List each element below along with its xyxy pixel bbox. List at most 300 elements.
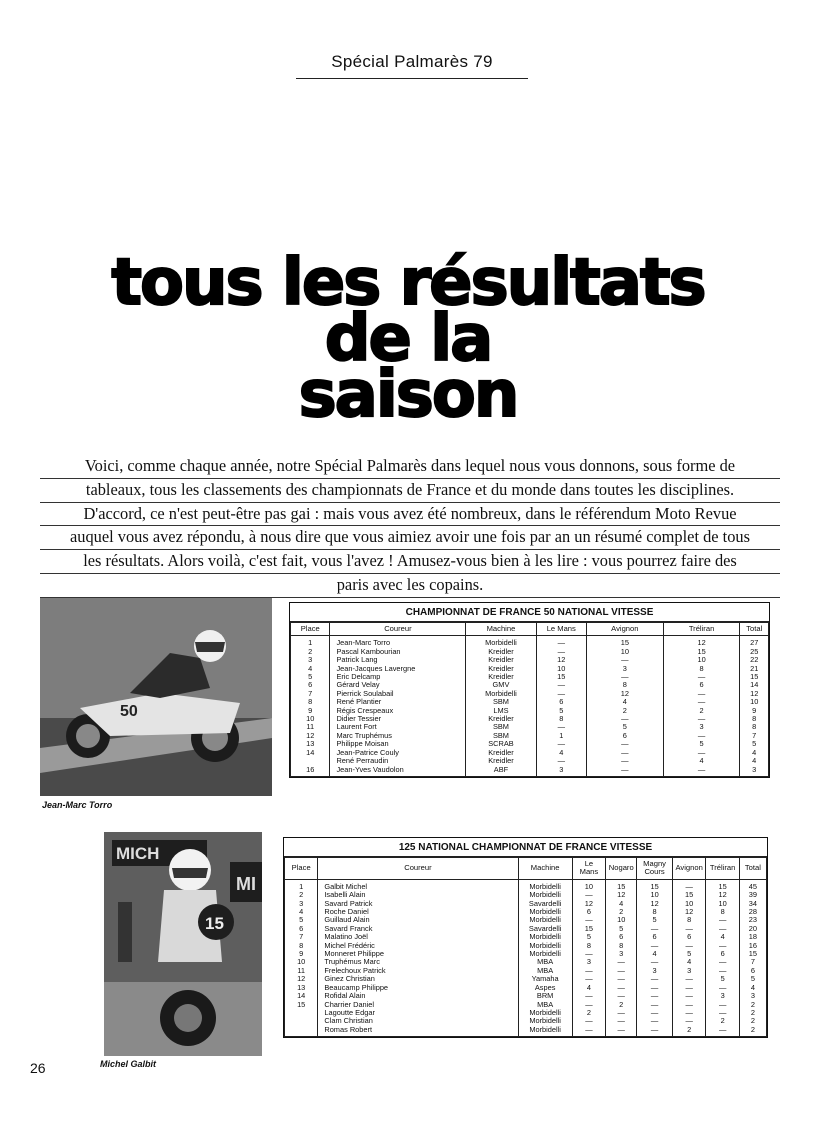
column-header: Magny Cours [637,858,672,880]
table-cell: — [706,916,739,924]
table-cell: Kreidler [466,757,536,765]
table-cell: — [706,984,739,992]
table-cell: Morbidelli [518,879,572,891]
table-cell: René Plantier [330,698,466,706]
column-header: Place [285,858,318,880]
column-header: Total [740,623,769,636]
table-cell: Charrier Daniel [318,1001,518,1009]
table-cell: 4 [740,757,769,765]
table-cell: — [706,958,739,966]
table-cell: Savardelli [518,925,572,933]
table-cell: 15 [740,673,769,681]
table-cell: 12 [291,732,330,740]
table-cell: 14 [291,749,330,757]
table-cell: — [536,648,586,656]
photo-michel-galbit [104,832,262,1056]
table-cell: 12 [740,690,769,698]
table-cell: 10 [740,698,769,706]
table-cell: Morbidelli [518,950,572,958]
svg-text:15: 15 [205,914,224,933]
table-cell: — [706,1001,739,1009]
table-cell: Morbidelli [518,1017,572,1025]
table-cell: 16 [291,766,330,777]
table-cell: Kreidler [466,648,536,656]
table-cell: 2 [739,1026,766,1037]
table-cell: — [637,975,672,983]
table-cell: René Perraudin [330,757,466,765]
table-cell: 5 [637,916,672,924]
table-cell: — [536,681,586,689]
table-cell: Yamaha [518,975,572,983]
table-cell: — [637,942,672,950]
table-cell: 3 [285,900,318,908]
table-cell: 13 [291,740,330,748]
table-cell: Kreidler [466,673,536,681]
table-cell: 10 [285,958,318,966]
table-cell: — [606,1026,637,1037]
table-cell: — [586,673,663,681]
page-number: 26 [30,1060,46,1076]
table-cell: — [637,925,672,933]
table-cell: 6 [739,967,766,975]
table-cell: 2 [291,648,330,656]
table-cell: — [536,757,586,765]
table-cell: 6 [663,681,740,689]
table-cell: — [572,950,605,958]
table-cell: Morbidelli [518,933,572,941]
running-header: Spécial Palmarès 79 [296,52,528,79]
table-cell: — [572,916,605,924]
table-cell: Truphémus Marc [318,958,518,966]
table-cell: 2 [739,1009,766,1017]
table-cell: 28 [739,908,766,916]
table-cell: 15 [536,673,586,681]
table-cell: 11 [285,967,318,975]
table-cell: — [586,740,663,748]
table-cell: 1 [291,636,330,648]
table-cell: — [637,1026,672,1037]
table-cell: Philippe Moisan [330,740,466,748]
svg-text:MICH: MICH [116,844,160,863]
table-cell: 5 [663,740,740,748]
table-cell: — [706,1009,739,1017]
column-header: Le Mans [572,858,605,880]
table-cell: 1 [285,879,318,891]
table-cell: 12 [706,891,739,899]
column-header: Avignon [672,858,706,880]
table-cell: — [672,1017,706,1025]
table-cell: — [637,1001,672,1009]
table-cell: 3 [739,992,766,1000]
table-cell: Gérard Velay [330,681,466,689]
table-cell: — [706,967,739,975]
results-table-125 [283,837,768,1038]
table-cell: — [706,942,739,950]
column-header: Le Mans [536,623,586,636]
table-cell: 8 [586,681,663,689]
table-cell: 12 [637,900,672,908]
table-cell: 11 [291,723,330,731]
table-cell: 8 [285,942,318,950]
table-cell: — [706,1026,739,1037]
table-cell: 5 [291,673,330,681]
table-cell: LMS [466,707,536,715]
table-cell: — [606,967,637,975]
column-header: Total [739,858,766,880]
table-cell: Kreidler [466,715,536,723]
table-cell: Jean-Marc Torro [330,636,466,648]
intro-line: auquel vous avez répondu, à nous dire que vous aimiez avoir une fois par an un résumé complet de tous [40,526,780,550]
table-cell: — [637,958,672,966]
table-cell: 10 [672,900,706,908]
table-cell: MBA [518,958,572,966]
table-cell: 3 [536,766,586,777]
table-cell: 8 [291,698,330,706]
table-cell: Didier Tessier [330,715,466,723]
table-cell: — [672,975,706,983]
table-125-grid [284,857,767,1037]
table-cell: — [572,1017,605,1025]
table-cell: Jean-Patrice Couly [330,749,466,757]
table-cell: 9 [285,950,318,958]
table-cell: Pierrick Soulabail [330,690,466,698]
table-cell: 5 [739,975,766,983]
table-cell: 5 [740,740,769,748]
photo-jean-marc-torro [40,598,272,796]
table-cell: Morbidelli [466,690,536,698]
table-title: CHAMPIONNAT DE FRANCE 50 NATIONAL VITESSE [290,603,769,622]
table-cell: Pascal Kambourian [330,648,466,656]
table-cell: 3 [740,766,769,777]
table-cell: — [606,1009,637,1017]
photo-caption: Jean-Marc Torro [42,800,113,810]
table-cell: — [663,732,740,740]
table-cell: 15 [706,879,739,891]
table-cell: — [586,656,663,664]
table-cell: 6 [606,933,637,941]
table-cell: 5 [285,916,318,924]
column-header: Tréliran [663,623,740,636]
table-cell: Jean-Yves Vaudolon [330,766,466,777]
table-cell: 2 [606,908,637,916]
table-cell: Michel Frédéric [318,942,518,950]
table-cell: — [606,958,637,966]
column-header: Coureur [318,858,518,880]
table-cell: — [663,698,740,706]
table-cell: — [706,925,739,933]
table-cell: BRM [518,992,572,1000]
table-cell: 21 [740,665,769,673]
table-cell: — [572,891,605,899]
table-cell: 6 [536,698,586,706]
table-cell: 4 [536,749,586,757]
intro-line: D'accord, ce n'est peut-être pas gai : mais vous avez été nombreux, dans le référendum Moto Revue [40,503,780,527]
table-cell: 8 [637,908,672,916]
table-cell: — [663,673,740,681]
table-cell: 8 [740,723,769,731]
table-cell: — [672,984,706,992]
table-cell: Frelechoux Patrick [318,967,518,975]
table-cell: Savardelli [518,900,572,908]
table-cell: 4 [285,908,318,916]
table-cell: Kreidler [466,749,536,757]
table-cell: 27 [740,636,769,648]
table-cell: 4 [663,757,740,765]
table-cell: 10 [706,900,739,908]
table-cell: Malatino Joël [318,933,518,941]
table-cell: Savard Patrick [318,900,518,908]
headline-line: tous les résultats [111,246,705,320]
table-cell: 4 [740,749,769,757]
table-cell: 5 [572,933,605,941]
table-cell: 3 [637,967,672,975]
table-cell: 3 [706,992,739,1000]
table-cell: Morbidelli [518,1026,572,1037]
table-cell: 6 [285,925,318,933]
table-cell: 7 [739,958,766,966]
table-cell: 6 [572,908,605,916]
table-cell: Régis Crespeaux [330,707,466,715]
table-cell: — [672,879,706,891]
table-cell: 12 [606,891,637,899]
table-cell: 2 [285,891,318,899]
table-cell: 13 [285,984,318,992]
table-cell: — [536,740,586,748]
table-cell: — [586,766,663,777]
column-header: Machine [518,858,572,880]
table-cell: 12 [663,636,740,648]
table-cell: 15 [572,925,605,933]
table-cell: 20 [739,925,766,933]
table-cell: 5 [706,975,739,983]
table-cell: 15 [586,636,663,648]
table-cell: Galbit Michel [318,879,518,891]
table-row [291,766,769,777]
table-cell: 4 [586,698,663,706]
table-125-body [285,879,767,1036]
table-cell: 2 [572,1009,605,1017]
table-cell: Laurent Fort [330,723,466,731]
table-cell: 15 [672,891,706,899]
table-cell: 2 [586,707,663,715]
table-cell: Aspes [518,984,572,992]
table-cell: 4 [739,984,766,992]
table-cell [285,1026,318,1037]
table-cell: 18 [739,933,766,941]
table-cell: 4 [706,933,739,941]
table-cell: SBM [466,723,536,731]
table-cell: 1 [536,732,586,740]
table-cell: 10 [606,916,637,924]
motorcycle-racer-image [40,598,272,796]
table-cell: 10 [572,879,605,891]
table-cell: 12 [536,656,586,664]
table-cell: 3 [586,665,663,673]
table-cell: 9 [291,707,330,715]
table-cell: Eric Delcamp [330,673,466,681]
table-cell: — [672,1009,706,1017]
table-cell: 5 [606,925,637,933]
table-cell: — [672,992,706,1000]
table-cell: 12 [285,975,318,983]
table-cell: 3 [291,656,330,664]
table-cell: Isabelli Alain [318,891,518,899]
intro-line: tableaux, tous les classements des championnats de France et du monde dans toutes les disciplines. [40,479,780,503]
table-cell: Kreidler [466,656,536,664]
table-cell: 10 [663,656,740,664]
table-cell: 12 [672,908,706,916]
headline-line: de la [324,302,492,376]
table-cell: — [572,992,605,1000]
table-cell: 6 [706,950,739,958]
table-cell: Romas Robert [318,1026,518,1037]
table-cell: 39 [739,891,766,899]
table-cell: 2 [739,1017,766,1025]
table-cell: 22 [740,656,769,664]
table-50-body [291,636,769,777]
table-title: 125 NATIONAL CHAMPIONNAT DE FRANCE VITESSE [284,838,767,857]
column-header: Machine [466,623,536,636]
table-cell: 6 [586,732,663,740]
table-cell: 45 [739,879,766,891]
table-cell: 8 [672,916,706,924]
headline-line: saison [298,358,518,432]
table-cell: — [586,715,663,723]
table-cell: 6 [637,933,672,941]
column-header: Nogaro [606,858,637,880]
table-cell: 34 [739,900,766,908]
table-cell: Guillaud Alain [318,916,518,924]
table-cell: — [586,749,663,757]
table-cell: 3 [606,950,637,958]
table-cell: 4 [572,984,605,992]
table-cell: 15 [663,648,740,656]
table-cell: — [536,636,586,648]
table-cell: 8 [606,942,637,950]
table-cell: Ginez Christian [318,975,518,983]
table-cell: Rofidal Alain [318,992,518,1000]
table-cell: 15 [637,879,672,891]
table-cell: Monneret Philippe [318,950,518,958]
table-cell: 7 [291,690,330,698]
table-cell: — [572,975,605,983]
table-cell: Morbidelli [518,916,572,924]
table-cell: 23 [739,916,766,924]
table-cell: 2 [739,1001,766,1009]
table-cell: 5 [586,723,663,731]
table-cell: Beaucamp Philippe [318,984,518,992]
table-cell: SBM [466,698,536,706]
table-cell: Kreidler [466,665,536,673]
table-cell: — [606,984,637,992]
table-cell: 6 [672,933,706,941]
intro-paragraph [40,455,780,598]
table-cell: 14 [285,992,318,1000]
table-cell: 5 [672,950,706,958]
column-header: Coureur [330,623,466,636]
table-cell: 12 [572,900,605,908]
table-cell: 12 [586,690,663,698]
table-cell: GMV [466,681,536,689]
table-cell: SBM [466,732,536,740]
table-cell: ABF [466,766,536,777]
table-cell: Patrick Lang [330,656,466,664]
motorcycle-racer-image [104,832,262,1056]
photo-caption: Michel Galbit [100,1059,157,1069]
table-cell: 9 [740,707,769,715]
intro-line: les résultats. Alors voilà, c'est fait, vous l'avez ! Amusez-vous bien à les lire : vous pourrez faire des [40,550,780,574]
table-cell [285,1009,318,1017]
table-cell: 15 [739,950,766,958]
table-cell: — [637,1017,672,1025]
table-cell: — [572,1026,605,1037]
table-cell: 15 [606,879,637,891]
table-cell: Morbidelli [518,908,572,916]
table-cell: — [637,1009,672,1017]
table-cell: 10 [291,715,330,723]
table-cell: 7 [285,933,318,941]
table-cell: Morbidelli [518,942,572,950]
table-cell: 2 [706,1017,739,1025]
table-cell: — [663,690,740,698]
table-cell: 14 [740,681,769,689]
table-cell: — [637,984,672,992]
table-cell: 3 [572,958,605,966]
table-cell: Jean-Jacques Lavergne [330,665,466,673]
table-cell: — [536,690,586,698]
table-cell: — [572,1001,605,1009]
table-cell: 4 [637,950,672,958]
table-cell: Morbidelli [518,891,572,899]
table-cell: 8 [706,908,739,916]
table-cell: MBA [518,1001,572,1009]
table-cell: MBA [518,967,572,975]
table-cell: 10 [586,648,663,656]
table-cell [285,1017,318,1025]
column-header: Place [291,623,330,636]
table-cell: 2 [606,1001,637,1009]
headline [40,246,776,432]
table-cell: — [672,925,706,933]
table-cell: 5 [536,707,586,715]
table-cell: 2 [663,707,740,715]
table-cell: Morbidelli [466,636,536,648]
table-row [285,1026,767,1037]
column-header: Avignon [586,623,663,636]
table-cell: Marc Truphémus [330,732,466,740]
intro-line: Voici, comme chaque année, notre Spécial Palmarès dans lequel nous vous donnons, sous forme de [40,455,780,479]
table-cell: 8 [536,715,586,723]
table-cell: — [672,942,706,950]
table-cell: — [663,766,740,777]
table-cell: SCRAB [466,740,536,748]
table-cell: 6 [291,681,330,689]
table-cell: 25 [740,648,769,656]
table-cell: 8 [572,942,605,950]
table-cell: — [663,715,740,723]
table-cell: — [672,1001,706,1009]
table-cell: Lagoutte Edgar [318,1009,518,1017]
table-cell: — [536,723,586,731]
table-cell: 3 [672,967,706,975]
table-cell: Morbidelli [518,1009,572,1017]
table-cell: — [637,992,672,1000]
table-cell: 2 [672,1026,706,1037]
table-cell: 4 [672,958,706,966]
table-50-grid [290,622,769,777]
table-cell: 8 [663,665,740,673]
table-cell: 15 [285,1001,318,1009]
